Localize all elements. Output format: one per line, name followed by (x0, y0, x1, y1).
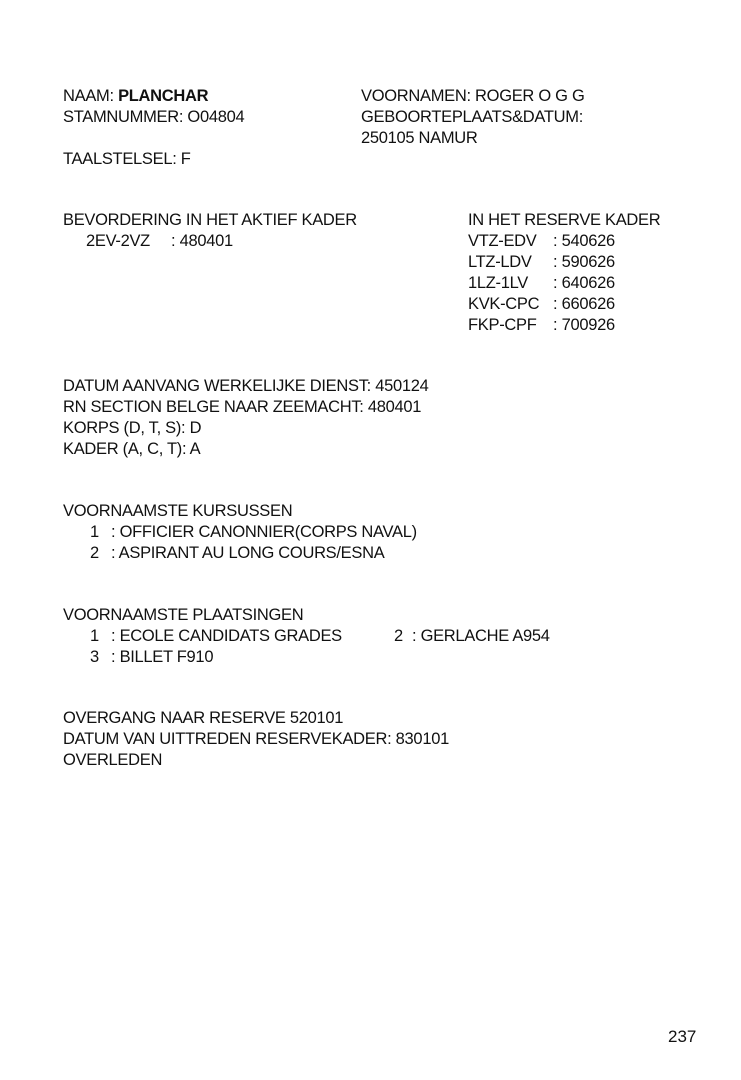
cadre: KADER (A, C, T): A (63, 440, 201, 458)
reserve-cadre-heading: IN HET RESERVE KADER (468, 211, 661, 229)
active-cadre-heading: BEVORDERING IN HET AKTIEF KADER (63, 211, 357, 229)
birth-value: 250105 NAMUR (361, 129, 478, 147)
service-number: STAMNUMMER: O04804 (63, 108, 245, 126)
posting-text: : GERLACHE A954 (412, 627, 550, 645)
reserve-date: : 640626 (553, 274, 615, 292)
language-system: TAALSTELSEL: F (63, 150, 191, 168)
reserve-transfer: OVERGANG NAAR RESERVE 520101 (63, 709, 344, 727)
service-start-date: DATUM AANVANG WERKELIJKE DIENST: 450124 (63, 377, 429, 395)
reserve-date: : 700926 (553, 316, 615, 334)
reserve-date: : 540626 (553, 232, 615, 250)
posting-number: 3 (90, 648, 99, 666)
active-rank: 2EV-2VZ (86, 232, 150, 250)
reserve-date: : 660626 (553, 295, 615, 313)
course-text: : ASPIRANT AU LONG COURS/ESNA (111, 544, 385, 562)
reserve-exit-date: DATUM VAN UITTREDEN RESERVEKADER: 830101 (63, 730, 449, 748)
birth-label: GEBOORTEPLAATS&DATUM: (361, 108, 583, 126)
courses-heading: VOORNAAMSTE KURSUSSEN (63, 502, 293, 520)
posting-text: : BILLET F910 (111, 648, 214, 666)
reserve-rank: FKP-CPF (468, 316, 537, 334)
postings-heading: VOORNAAMSTE PLAATSINGEN (63, 606, 304, 624)
reserve-rank: VTZ-EDV (468, 232, 537, 250)
reserve-date: : 590626 (553, 253, 615, 271)
course-number: 2 (90, 544, 99, 562)
name-label: NAAM: (63, 87, 114, 105)
reserve-rank: KVK-CPC (468, 295, 540, 313)
reserve-rank: LTZ-LDV (468, 253, 532, 271)
course-number: 1 (90, 523, 99, 541)
surname: PLANCHAR (118, 87, 209, 105)
deceased: OVERLEDEN (63, 751, 163, 769)
posting-number: 2 (394, 627, 403, 645)
name-line (63, 86, 208, 106)
page-number: 237 (668, 1027, 697, 1046)
rn-section-date: RN SECTION BELGE NAAR ZEEMACHT: 480401 (63, 398, 422, 416)
posting-number: 1 (90, 627, 99, 645)
reserve-rank: 1LZ-1LV (468, 274, 528, 292)
first-names: VOORNAMEN: ROGER O G G (361, 87, 585, 105)
active-date: : 480401 (171, 232, 233, 250)
course-text: : OFFICIER CANONNIER(CORPS NAVAL) (111, 523, 417, 541)
corps: KORPS (D, T, S): D (63, 419, 202, 437)
posting-text: : ECOLE CANDIDATS GRADES (111, 627, 342, 645)
